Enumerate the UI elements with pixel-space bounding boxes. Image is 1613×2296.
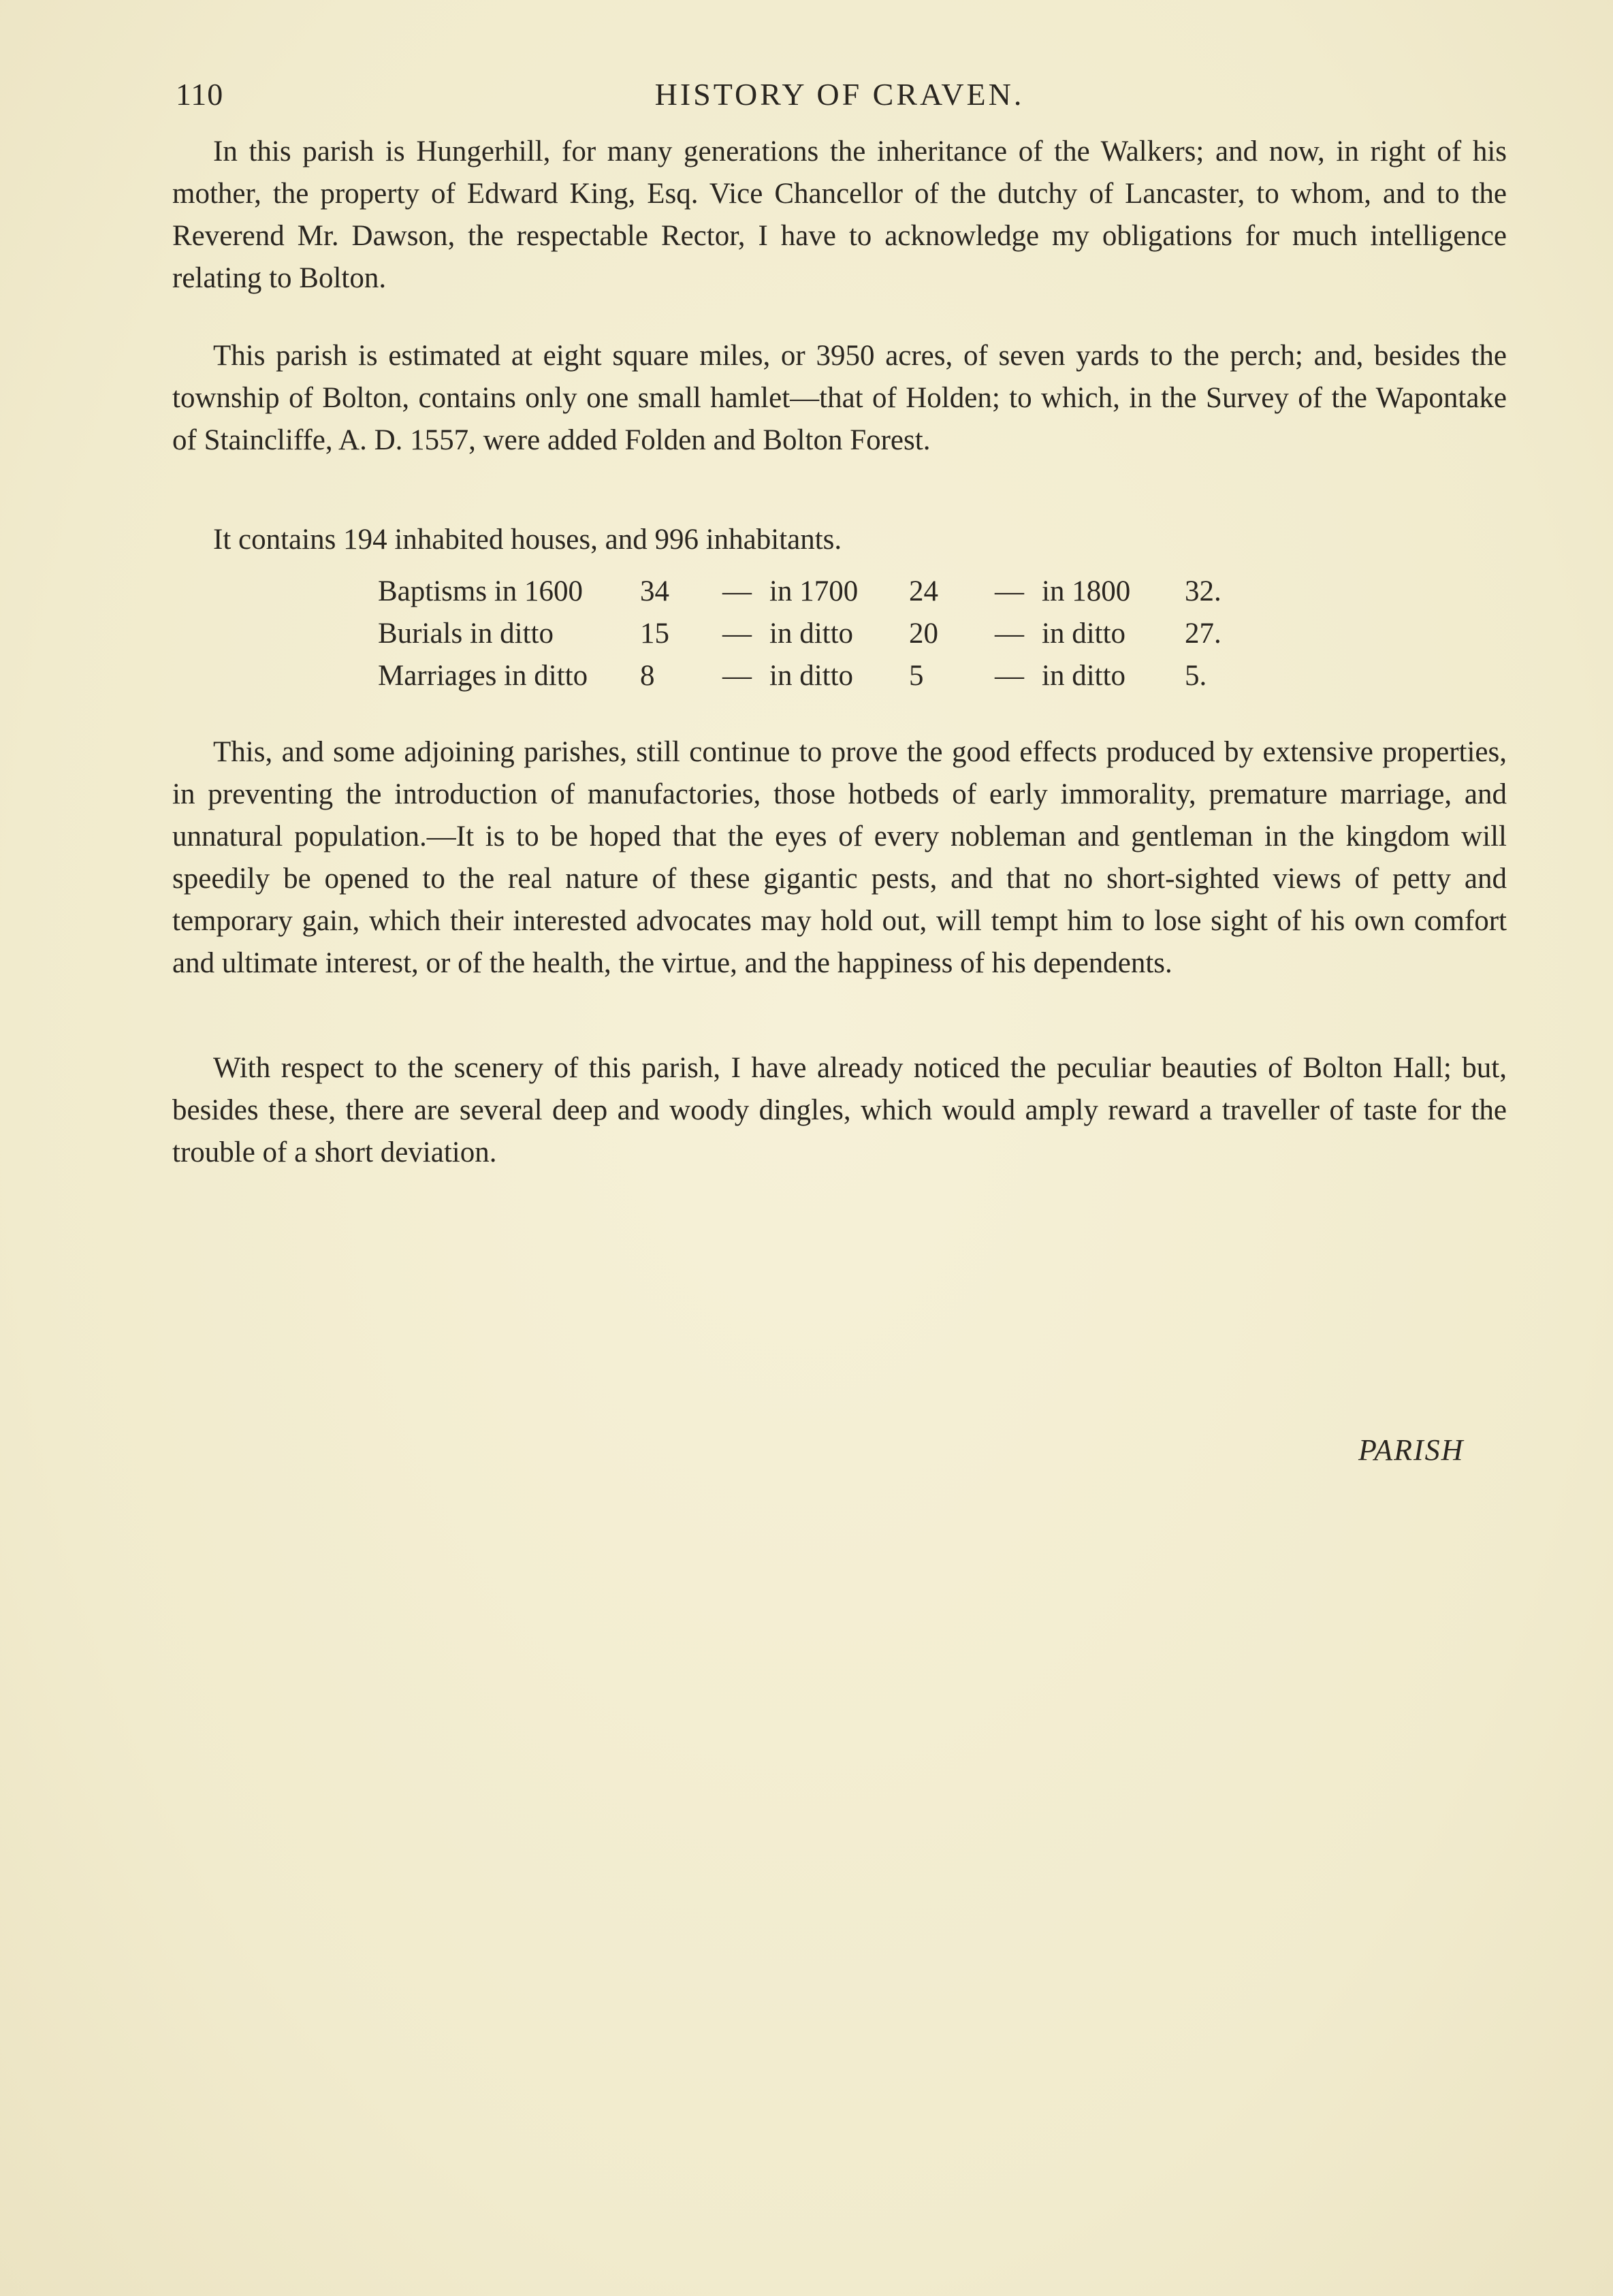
value-1600: 8: [640, 660, 655, 692]
dash: —: [722, 575, 752, 607]
paragraph-parish-extent: [172, 335, 1507, 462]
mid-label: in 1700: [769, 575, 859, 607]
paragraph-text: It contains 194 inhabited houses, and 996 inhabitants.: [213, 524, 842, 556]
paragraph-scenery: [172, 1047, 1507, 1174]
table-row: [378, 613, 1226, 655]
catchword: PARISH: [1358, 1433, 1465, 1467]
value-1700: 5: [909, 660, 924, 692]
dash: —: [995, 660, 1024, 692]
dash: —: [722, 660, 752, 692]
value-1800: 27.: [1185, 618, 1221, 650]
dash: —: [995, 618, 1024, 650]
paragraph-text: With respect to the scenery of this parish, I have already noticed the peculiar beauties of Bolton Hall; but, besides these, there are several deep and woody dingles, which would amply reward a traveller of taste for the trouble of a short deviation.: [172, 1052, 1507, 1168]
mid-label: in ditto: [769, 660, 854, 692]
row-label: Marriages in ditto: [378, 660, 588, 692]
dash: —: [995, 575, 1024, 607]
end-label: in ditto: [1042, 618, 1126, 650]
table-row: [378, 655, 1226, 697]
page-header: [176, 76, 1503, 131]
paragraph-population: [172, 519, 1507, 561]
paragraph-text: In this parish is Hungerhill, for many generations the inheritance of the Walkers; and now, in right of his mother, the property of Edward King, Esq. Vice Chancellor of the dutchy of Lancaster, to whom, and to the Reverend Mr. Dawson, the respectable Rector, I have to acknowledge my obligations for much intelligence relating to Bolton.: [172, 135, 1507, 294]
parish-register-table: [378, 571, 1226, 697]
table-row: [378, 571, 1226, 613]
dash: —: [722, 618, 752, 650]
page-number: 110: [176, 77, 224, 112]
paragraph-text: This parish is estimated at eight square miles, or 3950 acres, of seven yards to the perch; and, besides the township of Bolton, contains only one small hamlet—that of Holden; to which, in the Survey of the Wapontake of Staincliffe, A. D. 1557, were added Folden and Bolton Forest.: [172, 340, 1507, 456]
paragraph-text: This, and some adjoining parishes, still continue to prove the good effects produced by extensive properties, in preventing the introduction of manufactories, those hotbeds of early immorality, premature marriage, and unnatural population.—It is to be hoped that the eyes of every nobleman and gentleman in the kingdom will speedily be opened to the real nature of these gigantic pests, and that no short-sighted views of petty and temporary gain, which their interested advocates may hold out, will tempt him to lose sight of his own comfort and ultimate interest, or of the health, the virtue, and the happiness of his dependents.: [172, 736, 1507, 979]
value-1800: 5.: [1185, 660, 1207, 692]
mid-label: in ditto: [769, 618, 854, 650]
paragraph-hungerhill: [172, 131, 1507, 300]
value-1700: 24: [909, 575, 938, 607]
value-1600: 34: [640, 575, 669, 607]
row-label: Burials in ditto: [378, 618, 554, 650]
paragraph-manufactories: [172, 731, 1507, 985]
end-label: in ditto: [1042, 660, 1126, 692]
value-1600: 15: [640, 618, 669, 650]
value-1700: 20: [909, 618, 938, 650]
value-1800: 32.: [1185, 575, 1221, 607]
running-title: HISTORY OF CRAVEN.: [654, 77, 1025, 112]
end-label: in 1800: [1042, 575, 1131, 607]
row-label: Baptisms in 1600: [378, 575, 584, 607]
